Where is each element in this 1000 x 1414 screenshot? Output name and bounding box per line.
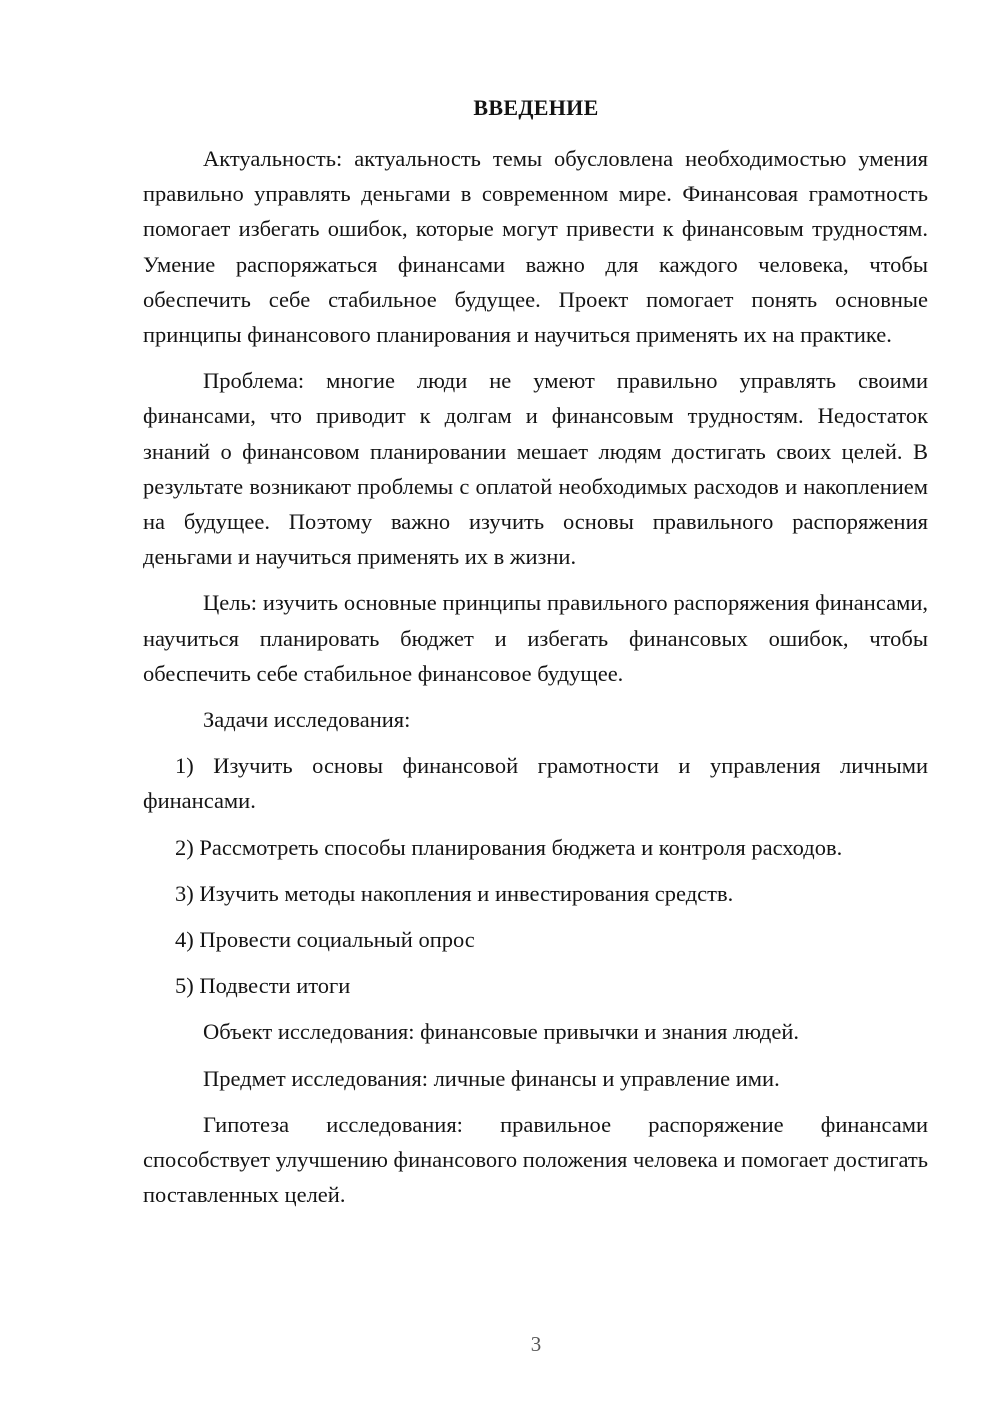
- hypothesis-paragraph: Гипотеза исследования: правильное распоряжение финансами способствует улучшению финансового положения человека и помогает достигать поставленных целей.: [143, 1111, 928, 1208]
- task-item: 1) Изучить основы финансовой грамотности и управления личными финансами.: [143, 753, 928, 814]
- page-title: ВВЕДЕНИЕ: [473, 95, 599, 120]
- task-item: 2) Рассмотреть способы планирования бюджета и контроля расходов.: [175, 834, 843, 860]
- relevance-paragraph: Актуальность: актуальность темы обусловлена необходимостью умения правильно управлять деньгами в современном мире. Финансовая грамотность помогает избегать ошибок, которые могут привести к финансовым трудностям. Умение распоряжаться финансами важно для каждого человека, чтобы обеспечить себе стабильное будущее. Проект помогает понять основные принципы финансового планирования и научиться применять их на практике.: [143, 146, 928, 348]
- object-paragraph: Объект исследования: финансовые привычки и знания людей.: [203, 1019, 799, 1045]
- task-item: 3) Изучить методы накопления и инвестирования средств.: [175, 880, 734, 906]
- page-number: 3: [530, 1332, 542, 1356]
- subject-paragraph: Предмет исследования: личные финансы и управление ими.: [203, 1065, 780, 1091]
- goal-paragraph: Цель: изучить основные принципы правильного распоряжения финансами, научиться планировать бюджет и избегать финансовых ошибок, чтобы обеспечить себе стабильное финансовое будущее.: [143, 590, 928, 686]
- task-item: 4) Провести социальный опрос: [175, 927, 475, 953]
- document-body: [143, 141, 928, 1212]
- task-item: 5) Подвести итоги: [175, 973, 351, 999]
- problem-paragraph: Проблема: многие люди не умеют правильно управлять своими финансами, что приводит к долгам и финансовым трудностям. Недостаток знаний о финансовом планировании мешает людям достигать своих целей. В результате возникают проблемы с оплатой необходимых расходов и накоплением на будущее. Поэтому важно изучить основы правильного распоряжения деньгами и научиться применять их в жизни.: [143, 368, 928, 570]
- tasks-heading: Задачи исследования:: [203, 707, 411, 733]
